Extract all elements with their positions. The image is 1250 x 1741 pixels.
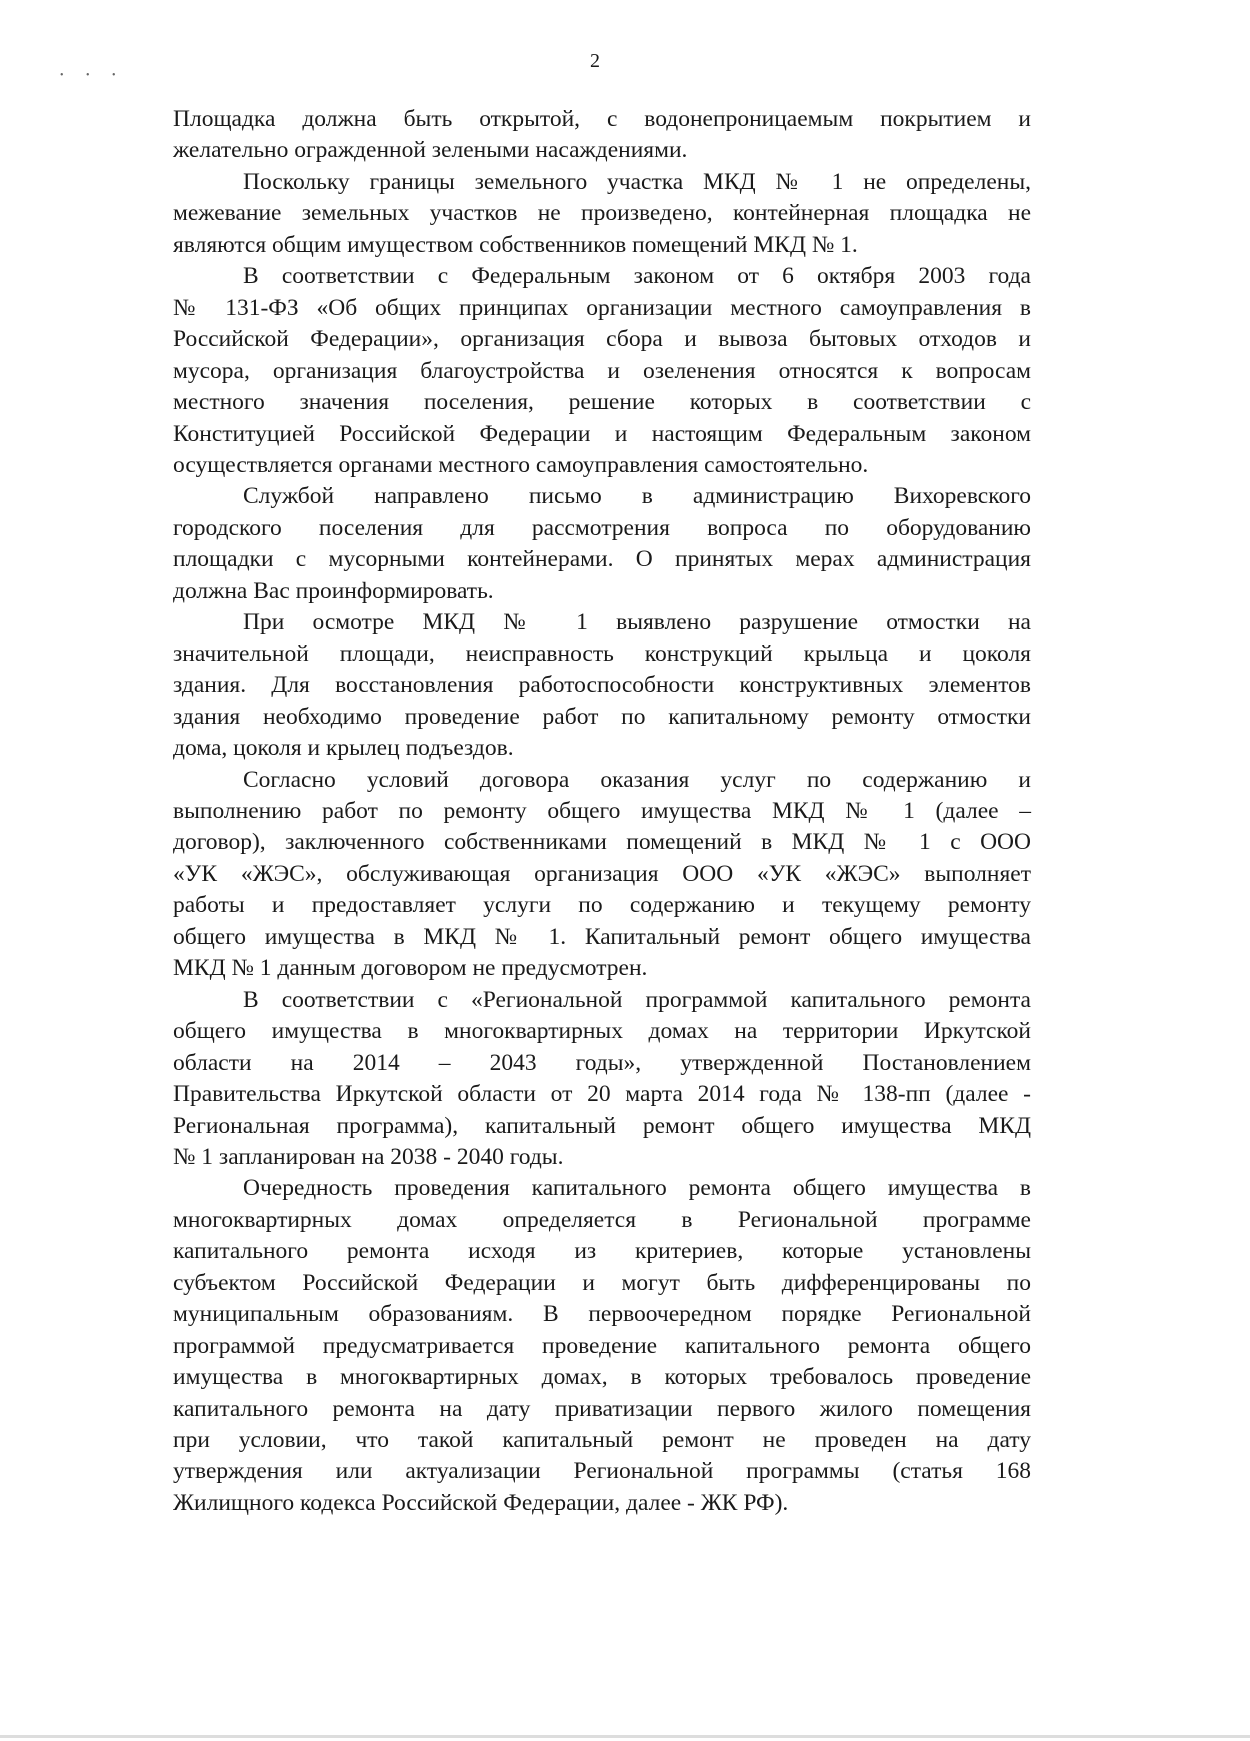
text-line: общего имущества в многоквартирных домах на территории Иркутской <box>173 1018 1031 1045</box>
text-line: желательно огражденной зелеными насаждениями. <box>173 137 688 164</box>
paragraph <box>173 985 1031 1174</box>
text-line: выполнению работ по ремонту общего имущества МКД № 1 (далее – <box>173 797 1031 824</box>
text-line: местного значения поселения, решение которых в соответствии с <box>173 389 1031 416</box>
scan-artifact: • • • <box>60 70 126 81</box>
text-line: Правительства Иркутской области от 20 марта 2014 года № 138-пп (далее - <box>173 1081 1031 1108</box>
text-line: № 131-ФЗ «Об общих принципах организации местного самоуправления в <box>173 294 1031 321</box>
text-line: Согласно условий договора оказания услуг по содержанию и <box>243 766 1031 793</box>
text-line: Российской Федерации», организация сбора и вывоза бытовых отходов и <box>173 326 1031 353</box>
text-line: работы и предоставляет услуги по содержанию и текущему ремонту <box>173 892 1031 919</box>
text-line: имущества в многоквартирных домах, в которых требовалось проведение <box>173 1364 1031 1391</box>
text-line: капитального ремонта исходя из критериев, которые установлены <box>173 1238 1031 1265</box>
page-bottom-edge <box>0 1735 1250 1738</box>
text-line: № 1 запланирован на 2038 - 2040 годы. <box>173 1143 564 1170</box>
text-line: мусора, организация благоустройства и озеленения относятся к вопросам <box>173 357 1031 384</box>
text-line: Жилищного кодекса Российской Федерации, далее - ЖК РФ). <box>173 1489 789 1516</box>
text-line: Поскольку границы земельного участка МКД № 1 не определены, <box>243 168 1031 195</box>
text-line: В соответствии с Федеральным законом от 6 октября 2003 года <box>243 263 1031 290</box>
text-line: капитального ремонта на дату приватизации первого жилого помещения <box>173 1395 1031 1422</box>
text-line: осуществляется органами местного самоуправления самостоятельно. <box>173 451 869 478</box>
text-line: муниципальным образованиям. В первоочередном порядке Региональной <box>173 1301 1031 1328</box>
text-line: субъектом Российской Федерации и могут быть дифференцированы по <box>173 1269 1031 1296</box>
page-number: 2 <box>590 50 600 72</box>
document-body <box>173 104 1031 1519</box>
text-line: дома, цоколя и крылец подъездов. <box>173 735 514 762</box>
text-line: при условии, что такой капитальный ремонт не проведен на дату <box>173 1427 1031 1454</box>
text-line: «УК «ЖЭС», обслуживающая организация ООО «УК «ЖЭС» выполняет <box>173 860 1031 887</box>
text-line: городского поселения для рассмотрения вопроса по оборудованию <box>173 514 1031 541</box>
paragraph <box>173 167 1031 261</box>
text-line: В соответствии с «Региональной программой капитального ремонта <box>243 986 1031 1013</box>
paragraph <box>173 104 1031 167</box>
text-line: здания. Для восстановления работоспособности конструктивных элементов <box>173 672 1031 699</box>
paragraph <box>173 1173 1031 1519</box>
text-line: межевание земельных участков не произведено, контейнерная площадка не <box>173 200 1031 227</box>
paragraph <box>173 607 1031 764</box>
text-line: Очередность проведения капитального ремонта общего имущества в <box>243 1175 1031 1202</box>
text-line: значительной площади, неисправность конструкций крыльца и цоколя <box>173 640 1031 667</box>
text-line: должна Вас проинформировать. <box>173 577 494 604</box>
text-line: площадки с мусорными контейнерами. О принятых мерах администрация <box>173 546 1031 573</box>
text-line: Региональная программа), капитальный ремонт общего имущества МКД <box>173 1112 1031 1139</box>
text-line: МКД № 1 данным договором не предусмотрен. <box>173 955 648 982</box>
text-line: Службой направлено письмо в администрацию Вихоревского <box>243 483 1031 510</box>
text-line: области на 2014 – 2043 годы», утвержденной Постановлением <box>173 1049 1031 1076</box>
text-line: общего имущества в МКД № 1. Капитальный ремонт общего имущества <box>173 923 1031 950</box>
text-line: договор), заключенного собственниками помещений в МКД № 1 с ООО <box>173 829 1031 856</box>
text-line: утверждения или актуализации Региональной программы (статья 168 <box>173 1458 1031 1485</box>
text-line: Площадка должна быть открытой, с водонепроницаемым покрытием и <box>173 106 1031 132</box>
paragraph <box>173 765 1031 985</box>
text-line: являются общим имуществом собственников помещений МКД № 1. <box>173 231 858 258</box>
text-line: программой предусматривается проведение капитального ремонта общего <box>173 1332 1031 1359</box>
paragraph <box>173 261 1031 481</box>
text-line: здания необходимо проведение работ по капитальному ремонту отмостки <box>173 703 1031 730</box>
text-line: многоквартирных домах определяется в Региональной программе <box>173 1206 1031 1233</box>
text-line: Конституцией Российской Федерации и настоящим Федеральным законом <box>173 420 1031 447</box>
paragraph <box>173 481 1031 607</box>
text-line: При осмотре МКД № 1 выявлено разрушение отмостки на <box>243 609 1031 636</box>
